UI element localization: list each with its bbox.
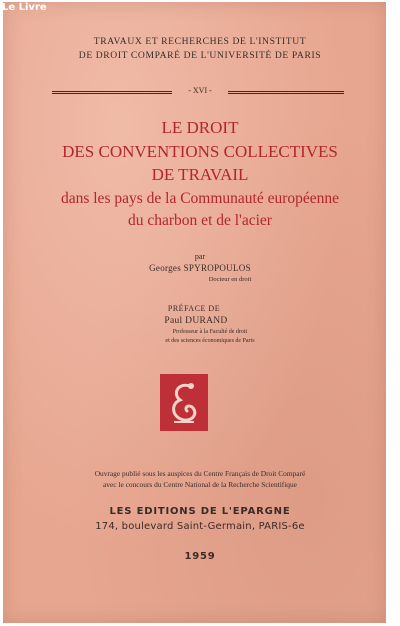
preface-name: Paul DURAND [164, 316, 228, 326]
rule-right [228, 91, 344, 92]
title-line-3: DE TRAVAIL [151, 165, 249, 184]
publication-note-1: Ouvrage publié sous les auspices du Centre Français de Droit Comparé [94, 469, 306, 478]
watermark: Le Livre [2, 2, 47, 13]
publication-note-2: avec le concours du Centre National de la Recherche Scientifique [103, 480, 297, 489]
series-line-2: DE DROIT COMPARÉ DE L'UNIVERSITÉ DE PARIS [78, 50, 322, 61]
author-par: par [194, 252, 206, 261]
preface-credential-2: et des sciences économiques de Paris [165, 338, 255, 344]
squirrel-emblem-icon [160, 374, 208, 431]
preface-label: PRÉFACE DE [167, 304, 221, 313]
publisher-name: LES EDITIONS DE L'EPARGNE [109, 506, 291, 517]
title-line-1: LE DROIT [161, 118, 239, 137]
author-name: Georges SPYROPOULOS [149, 263, 251, 273]
subtitle-line-1: dans les pays de la Communauté européenne [60, 190, 340, 207]
publication-year: 1959 [184, 551, 216, 562]
series-number: - XVI - [188, 86, 212, 95]
rule-right-2 [228, 93, 344, 94]
subtitle-line-2: du charbon et de l'acier [128, 212, 272, 229]
preface-credential-1: Professeur à la Faculté de droit [172, 329, 248, 335]
title-line-2: DES CONVENTIONS COLLECTIVES [62, 142, 338, 161]
author-credential: Docteur en droit [208, 276, 252, 283]
rule-left-2 [52, 93, 172, 94]
series-line-1: TRAVAUX ET RECHERCHES DE L'INSTITUT [93, 36, 307, 47]
rule-left [52, 91, 172, 92]
publisher-address: 174, boulevard Saint-Germain, PARIS-6e [95, 521, 305, 532]
